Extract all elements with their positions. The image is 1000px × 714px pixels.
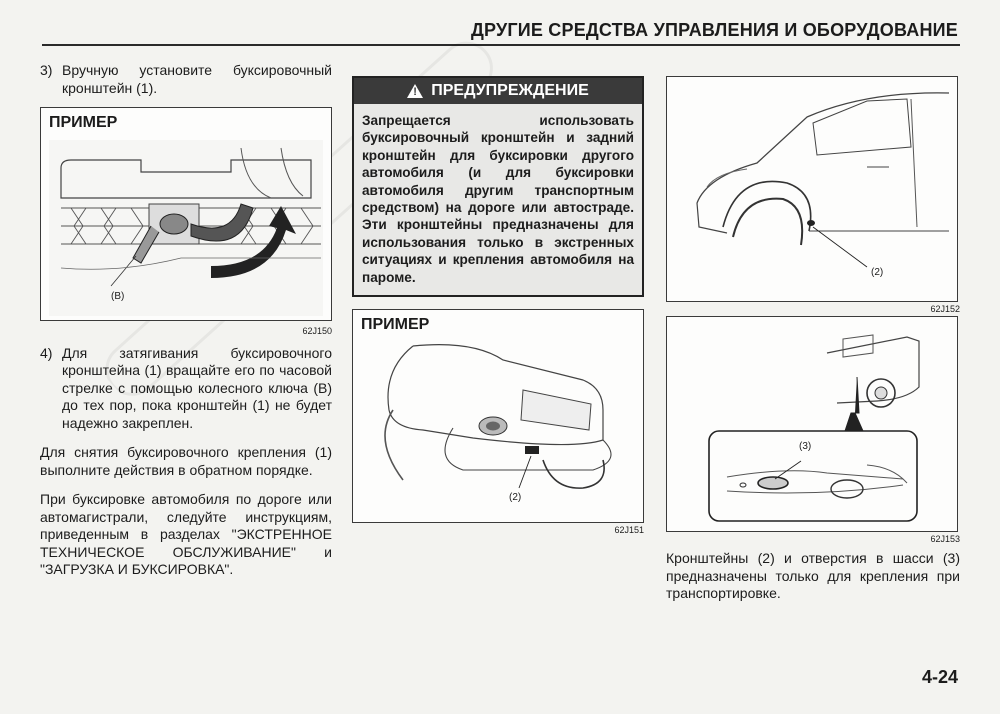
step-number: 3) [40, 62, 53, 78]
callout-b: (B) [111, 291, 125, 302]
column-left [40, 62, 332, 579]
figure-rear-bracket [352, 309, 644, 523]
car-side-front-illustration [667, 77, 957, 301]
step-3 [40, 62, 332, 97]
figure-label: ПРИМЕР [49, 114, 118, 131]
figure-code: 62J153 [930, 534, 960, 544]
section-title: ДРУГИЕ СРЕДСТВА УПРАВЛЕНИЯ И ОБОРУДОВАНИЕ [470, 20, 958, 40]
paragraph-road-towing: При буксировке автомобиля по дороге или автомагистрали, следуйте инструкциям, приведенным в разделах "ЭКСТРЕННОЕ ТЕХНИЧЕСКОЕ ОБСЛУЖИВАНИЕ" и "ЗАГРУЗКА И БУКСИРОВКА". [40, 491, 332, 577]
step-text: Вручную установите буксировочный кронштейн (1). [62, 62, 332, 96]
figure-code: 62J152 [930, 304, 960, 314]
figure-chassis-hole [666, 316, 958, 532]
callout-2: (2) [871, 267, 884, 278]
figure-code: 62J151 [614, 525, 644, 536]
callout-2: (2) [509, 492, 522, 504]
warning-triangle-icon: ! [407, 84, 423, 98]
callout-3: (3) [799, 441, 812, 452]
column-middle [352, 62, 644, 535]
caption-brackets: Кронштейны (2) и отверстия в шасси (3) предназначены только для крепления при транспортировке. [666, 550, 960, 601]
warning-text: Запрещается использовать буксировочный кронштейн и задний кронштейн для буксировки другого автомобиля (и для буксировки автомобиля другим транспортным средством) на дороге или автостраде. Эти кронштейны предназначены для использования только в экстренных ситуациях и крепления автомобиля на пароме. [362, 113, 634, 285]
column-right [666, 62, 960, 603]
step-4 [40, 345, 332, 433]
page-number: 4-24 [921, 667, 958, 687]
warning-title: ПРЕДУПРЕЖДЕНИЕ [431, 82, 589, 99]
warning-header [354, 78, 642, 104]
step-number: 4) [40, 344, 53, 361]
paragraph-removal: Для снятия буксировочного крепления (1) выполните действия в обратном порядке. [40, 444, 332, 478]
figure-code: 62J150 [302, 326, 332, 336]
rear-bracket-illustration [353, 310, 643, 522]
figure-front-bracket-location [666, 76, 958, 302]
figure-label: ПРИМЕР [361, 316, 430, 334]
warning-box [352, 76, 644, 297]
towing-hook-illustration [41, 108, 331, 320]
chassis-hole-illustration [667, 317, 957, 531]
step-text: Для затягивания буксировочного кронштейна (1) вращайте его по часовой стрелке с помощью колесного ключа (B) до тех пор, пока кронштейн (1) не будет надежно закреплен. [62, 344, 332, 431]
figure-towing-hook-install [40, 107, 332, 321]
